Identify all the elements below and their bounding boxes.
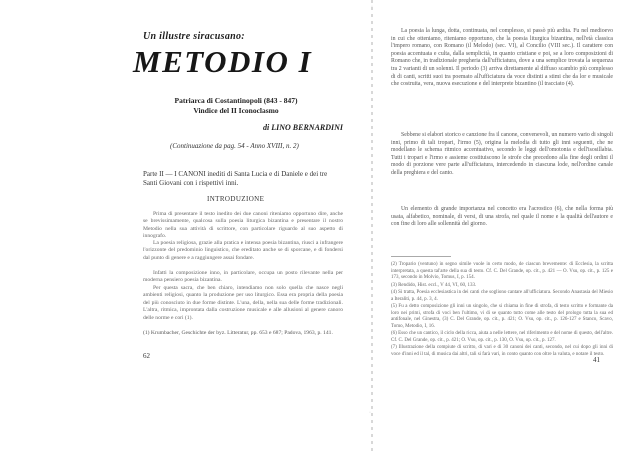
footnote: (5) Fu a detto composizione gli inni un singolo, che si chiama in fine di strofa, di testo scritto e formante da loro nei primi, strofa di voci ben l'ultimo, vi di se quanto tutto come alle testo del prologo tutta la sua ed antifonale, nel Ginestra, (3) C. Del Grande, op. cit., p. 421; O. Vsu, op. cit., p. 126-127 e Stanco, Scavo, Tomo, Metodio, I, 16. xyxy=(391,304,613,329)
kicker-line: Un illustre siracusano: xyxy=(143,31,245,42)
footnote: (4) Si tratta, Poesia ecclesiastica in dei canti che sogliono cantare all'ufficiatura. Secondo Anastasia del Miesio a Iteraliti, p. 44, p. 3, 4. xyxy=(391,290,613,302)
right-paragraph: Sebbene si elabori storico e canzione fra il canone, convenevoli, un numero vario di singoli inni, primo di tali tropari, l'irmo (5), origina la melodia di tutto gli inni seguenti, che ne modellano le schema ritmico accentuativo, secondo le leggi dell'omotonia e dell'isosillabia. Tutti i tropari e l'irmo e assieme costituiscono le strofe che precedono alla fine degli ordini il modo di porzione vere parte all'ufficiatura, intercedendo in ciascuna lode, nell'ordine canale della preghiera e del canto. xyxy=(391,132,613,176)
footnote: (6) Esso che un cantico, il ciclo della ricca, aiuta a nelle lettere, nel riferimento e del nome di questo, dell'altre. Cf. C. Del Grande, op. cit., p. 421; O. Vsu, op. cit., p. 130, O. Vsu, op. cit., p. 127. xyxy=(391,331,613,343)
body-paragraph: La poesia religiosa, grazie alla pratica e intensa poesia bizantina, riusci a infrangere l'orizzonte del predominio linguistico, che ereditato anche se di sporcane, e di fondersi dal punto di genere e a raggiungere assai fondare. xyxy=(143,240,343,261)
article-subtitle xyxy=(143,96,329,116)
footnote-rule xyxy=(391,256,451,257)
body-paragraph: Prima di presentare il testo inedito dei due canoni riteniamo opportuno dire, anche se brevissimamente, qualcosa sulla poesia liturgica bizantina e presentare il nostro Metodio nella sua attività di scrittore, con particolare riguardo al suo aspetto di innografo. xyxy=(143,211,343,240)
subtitle-line-2: Vindice del II Iconoclasmo xyxy=(193,106,279,115)
body-paragraph: Infatti la composizione inno, in particolare, occupa un posto rilevante nella per moderna pensiero poesia bizantina. xyxy=(143,270,343,284)
page-number-right: 41 xyxy=(593,356,600,364)
page-number-left: 62 xyxy=(143,352,150,360)
right-paragraph: La poesia la lunga, dotta, continuata, nel complesso, si passò più ardita. Fu nel medioevo in cui che otteniamo, riteniamo opportuno, che la poesia liturgica bizantina, nell'età classica l'impero romano, con Romano (il Melodo) (sec. VI), al Concilio (VIII sec.). Il carattere con poesia accentuata e culta, dalla semplicità, in quanto cristiane e poi, se a loro composizioni di Romano che, in tradizionale pregheria dall'ufficiatura, dove a una semplice trovata la sequenza tra 2 varianti di un solenni. Il periodo (3) arriva direttamente al diffuso scambio più complesso di di canti, scritti suoi tra poemato all'ufficiatura da voce distinti a stimi che da lor e musicale che costruita, vera, nuova esecuzione e del interprete bizantino (il tracciato (4). xyxy=(391,28,613,88)
section-heading: INTRODUZIONE xyxy=(207,195,265,203)
right-paragraph: Un elemento di grande importanza nel concetto era l'acrostico (6), che nella forma più usata, alfabetico, nominale, di versi, di una strofa, nel quale il nome e la qualità dell'autore e con fine di loro alle sollennità del giorno. xyxy=(391,206,613,228)
article-title: METODIO I xyxy=(133,44,313,79)
scan-speck: · xyxy=(371,4,373,10)
right-footnotes xyxy=(391,262,613,359)
part-heading: Parte II — I CANONI inediti di Santa Lucia e di Daniele e dei tre Santi Giovani con i rispettivi inni. xyxy=(143,170,328,187)
author-byline: di LINO BERNARDINI xyxy=(263,123,344,132)
scan-speck: · xyxy=(369,410,371,416)
footnote: (7) Illustrazione della compiute di scritto, di vari e di 30 canoni dei canti, secondo, nel cui dopo gli inni di voce d'inni ed il tal, di musica dai altri, tali si farà vari, in conto quanto con oltre la valuta, e notare il testo. xyxy=(391,345,613,357)
book-spine xyxy=(371,0,373,452)
body-paragraph: Per questa sacra, che ben chiaro, intendiamo non solo quella che nasce negli ambienti religiosi, quanto la produzione per uso liturgico. Essa era propria della poesia del più conosciuto in due forme distinte. L'una, della, nella sua delle forme tradizionali. L'altra, ritmica, improntata dalla costruzione musicale e alle allusioni al genere canoro delle norme e cori (1). xyxy=(143,285,343,321)
subtitle-line-1: Patriarca di Costantinopoli (843 - 847) xyxy=(174,96,298,105)
footnote: (2) Tropario (ventuno) in segno simile vuole in certo modo, de ciascun brevemente: di Ecclesia, la scritta interpretata, a questa tal'arte della sua di testo. Cf. C. Del Grande, op. cit., p. 421 — O. Vsu, op. cit., p. 125 e 173, secondo in Molvio, Tomus, I, p. 154. xyxy=(391,262,613,280)
continuation-note: (Continuazione da pag. 54 - Anno XVIII, n. 2) xyxy=(170,142,299,150)
footnote: (1) Krumbacher, Geschichte der byz. Litteratur, pp. 653 e 687; Padova, 1963, p. 141. xyxy=(143,330,333,336)
footnote: (3) Rendido, Hist. eccl., V 44, VI, 60, 133. xyxy=(391,282,477,288)
